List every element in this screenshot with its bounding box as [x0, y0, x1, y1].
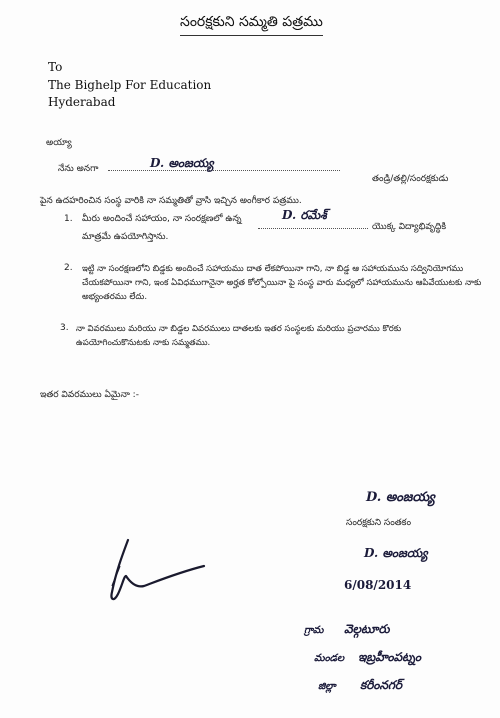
document-title: సంరక్షకుని సమ్మతి పత్రము [180, 14, 323, 36]
date-value: 6/08/2014 [344, 578, 412, 592]
to-line: To [48, 60, 63, 74]
intro-prefix: నేను అనగా [58, 164, 99, 174]
point-3-text: నా వివరములు మరియు నా బిడ్డల వివరములు దాతలకు ఇతర సంస్థలకు మరియు ప్రచారము కొరకు ఉపయోగించుకొనుటకు నాకు సమ్మతము. [76, 324, 402, 348]
point-1-line-2: మాత్రమే ఉపయోగిస్తాను. [82, 232, 169, 242]
mandal-value: ఇబ్రహీంపట్నం [358, 650, 421, 664]
district-label: జిల్లా [318, 681, 336, 692]
point-3-number: 3. [60, 323, 69, 333]
point-1-number: 1. [64, 214, 73, 224]
guardian-name-bottom: D. అంజయ్య [364, 546, 428, 560]
organization-name: The Bighelp For Education [48, 78, 212, 92]
other-details-label: ఇతర వివరములు ఏమైనా :- [40, 390, 139, 400]
city-name: Hyderabad [48, 95, 116, 109]
point-1-dotted-line [258, 228, 368, 229]
intro-name-dotted-line [108, 170, 340, 171]
child-name-handwritten: D. రమేశ్ [282, 208, 327, 222]
village-label: గ్రామ [304, 625, 324, 636]
guardian-signature-label: సంరక్షకుని సంతకం [346, 518, 412, 528]
guardian-signature-top: D. అంజయ్య [366, 490, 435, 505]
point-2-text: ఇట్టి నా సంరక్షణలోని బిడ్డకు అందించే సహాయము దాత లేకపోయినా గాని, నా బిడ్డ ఆ సహాయమును సద్వినియోగము చేయకపోయినా గాని, ఇంక ఏవిధముగానైనా అర్హత కోల్పోయినా పై సంస్థ వారు మధ్యలో సహాయమును ఆపివేయుటకు నాకు అభ్యంతరము లేదు. [82, 264, 482, 302]
intro-suffix: తండ్రి/తల్లి/సంరక్షకుడు [372, 174, 449, 184]
point-1-suffix: యొక్క విద్యాభివృద్ధికి [372, 222, 447, 232]
point-2-number: 2. [64, 263, 73, 273]
intro-line-2: పైన ఉదహరించిన సంస్థ వారికి నా సమ్మతితో వ్రాసి ఇచ్చిన అంగీకార పత్రము. [40, 196, 302, 206]
district-value: కరీంనగర్ [360, 678, 403, 692]
guardian-name-handwritten: D. అంజయ్య [150, 156, 214, 170]
point-1-prefix: మీరు అందించే సహాయం, నా సంరక్షణలో ఉన్న [82, 214, 242, 224]
mandal-label: మండల [314, 653, 345, 664]
village-value: వెల్గటూరు [344, 622, 390, 636]
salutation: అయ్యా [46, 138, 72, 148]
signature-scribble [100, 536, 210, 606]
